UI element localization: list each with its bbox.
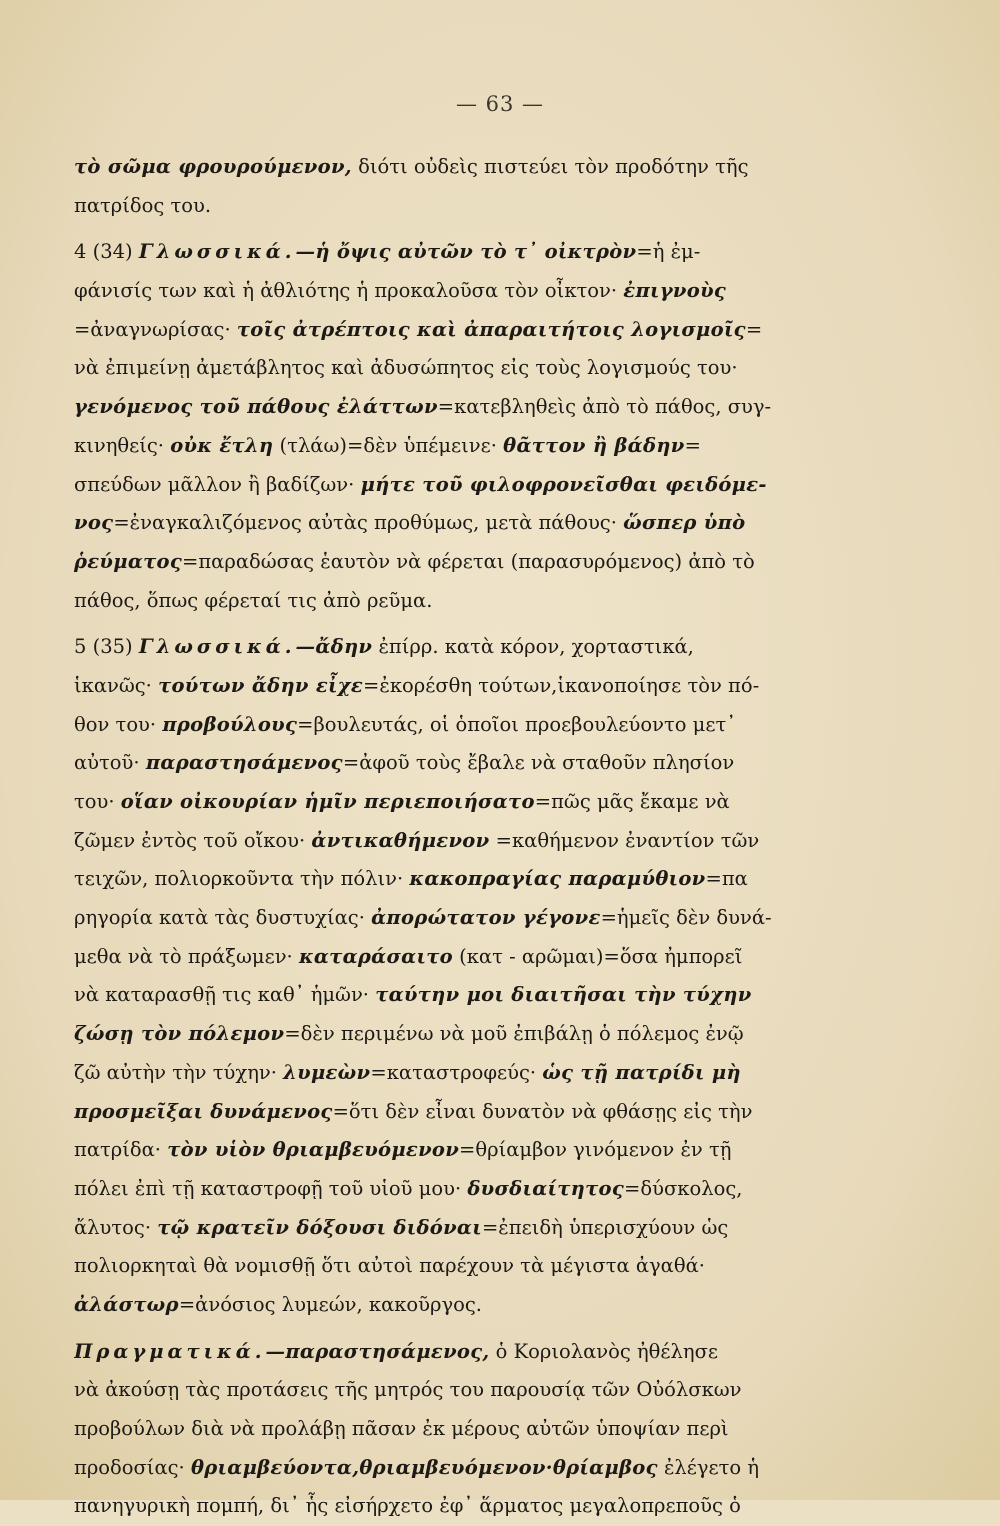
text-segment: κινηθείς·: [74, 433, 171, 457]
text-line: [74, 667, 934, 706]
text-line: [74, 427, 934, 466]
text-segment: =: [745, 317, 763, 341]
bold-term: θᾶττον ἢ βάδην: [503, 433, 685, 457]
paragraph-gap: [74, 620, 934, 628]
bold-term: δυσδιαίτητος: [467, 1176, 625, 1200]
text-line: [74, 628, 934, 667]
text-segment: ἐπίρρ. κατὰ κόρον, χορταστικά,: [372, 635, 694, 659]
text-line: [74, 1054, 934, 1093]
bold-term: τὸν υἱὸν θριαμβευόμενον: [167, 1138, 460, 1162]
bold-term: Γλωσσικά.: [138, 635, 296, 659]
text-line: [74, 233, 934, 272]
text-line: [74, 466, 934, 505]
text-segment: =βουλευτάς, οἱ ὁποῖοι προεβουλεύοντο μετ᾽: [297, 712, 736, 736]
text-line: [74, 860, 934, 899]
text-segment: =ἀφοῦ τοὺς ἔβαλε νὰ σταθοῦν πλησίον: [342, 751, 735, 775]
text-line: [74, 148, 934, 187]
text-line: [74, 1487, 934, 1526]
text-line: [74, 783, 934, 822]
bold-term: —ἄδην: [295, 635, 373, 659]
bold-term: τῷ κρατεῖν δόξουσι διδόναι: [157, 1215, 482, 1239]
text-line: [74, 1170, 934, 1209]
text-line: [74, 899, 934, 938]
bold-term: παραστησάμενος: [145, 751, 343, 775]
text-segment: =δύσκολος,: [624, 1176, 743, 1200]
text-segment: ἄλυτος·: [74, 1215, 158, 1239]
text-line: [74, 1371, 934, 1410]
text-line: [74, 311, 934, 350]
bold-term: τούτων ἄδην εἶχε: [158, 673, 364, 697]
text-segment: =παραδώσας ἑαυτὸν νὰ φέρεται (παρασυρόμενος) ἀπὸ τὸ: [182, 549, 755, 573]
text-line: [74, 1449, 934, 1488]
text-segment: ὁ Κοριολανὸς ἠθέλησε: [489, 1339, 718, 1363]
bold-term: ἀντικαθήμενον: [311, 828, 490, 852]
text-segment: =πα: [705, 867, 748, 891]
text-segment: πολιορκηταὶ θὰ νομισθῇ ὅτι αὐτοὶ παρέχουν τὰ μέγιστα ἀγαθά·: [74, 1254, 705, 1278]
text-segment: πατρίδος του.: [74, 193, 212, 217]
text-segment: νὰ ἀκούσῃ τὰς προτάσεις τῆς μητρός του παρουσίᾳ τῶν Οὐόλσκων: [74, 1378, 742, 1402]
bold-term: μήτε τοῦ φιλοφρονεῖσθαι φειδόμε-: [360, 472, 767, 496]
bold-term: προσμεῖξαι δυνάμενος: [74, 1099, 333, 1123]
bold-term: ἐπιγνοὺς: [623, 279, 727, 303]
bold-term: κακοπραγίας παραμύθιον: [409, 867, 706, 891]
text-line: [74, 822, 934, 861]
bold-term: οἵαν οἰκουρίαν ἡμῖν περιεποιήσατο: [120, 790, 535, 813]
text-segment: νὰ ἐπιμείνῃ ἀμετάβλητος καὶ ἀδυσώπητος εἰς τοὺς λογισμούς του·: [74, 356, 738, 380]
text-segment: σπεύδων μᾶλλον ἢ βαδίζων·: [74, 472, 361, 496]
text-segment: ρηγορία κατὰ τὰς δυστυχίας·: [74, 906, 372, 930]
bold-term: ἀπορώτατον γέγονε: [371, 906, 601, 930]
text-line: [74, 388, 934, 427]
text-line: [74, 272, 934, 311]
text-line: [74, 1286, 934, 1325]
bold-term: —παραστησάμενος,: [265, 1339, 490, 1363]
text-segment: αὐτοῦ·: [74, 751, 146, 775]
text-segment: =ἐπειδὴ ὑπερισχύουν ὡς: [481, 1215, 729, 1239]
text-segment: =: [684, 433, 701, 457]
text-line: [74, 744, 934, 783]
paragraph-gap: [74, 225, 934, 233]
text-segment: (κατ - αρῶμαι)=ὅσα ἠμπορεῖ: [452, 944, 743, 968]
text-line: [74, 1015, 934, 1054]
text-segment: θον του·: [74, 712, 163, 736]
text-line: [74, 582, 934, 621]
bold-term: λυμεὼν: [283, 1060, 371, 1084]
bold-term: ὡς τῇ πατρίδι μὴ: [542, 1060, 741, 1084]
text-segment: μεθα νὰ τὸ πράξωμεν·: [74, 944, 299, 968]
bold-term: Πραγματικά.: [74, 1339, 266, 1363]
bold-term: τοῖς ἀτρέπτοις καὶ ἀπαραιτήτοις λογισμοῖς: [236, 317, 746, 341]
text-segment: =ἡ ἐμ-: [636, 240, 701, 264]
text-segment: ἐλέγετο ἡ: [657, 1455, 760, 1479]
text-segment: πατρίδα·: [74, 1138, 168, 1162]
text-segment: ἱκανῶς·: [74, 673, 159, 697]
text-segment: νὰ καταρασθῇ τις καθ᾽ ἡμῶν·: [74, 983, 376, 1007]
text-line: [74, 1131, 934, 1170]
text-segment: του·: [74, 790, 121, 813]
text-line: [74, 1093, 934, 1132]
text-segment: =καταστροφεύς·: [370, 1060, 543, 1084]
page-number: — 63 —: [455, 92, 545, 116]
text-segment: =ἡμεῖς δὲν δυνά-: [600, 906, 772, 930]
text-segment: προδοσίας·: [74, 1455, 191, 1479]
text-segment: τειχῶν, πολιορκοῦντα τὴν πόλιν·: [74, 867, 410, 891]
text-line: [74, 1410, 934, 1449]
bold-term: Γλωσσικά.: [138, 240, 296, 264]
body-text: [74, 148, 934, 1526]
bold-term: ταύτην μοι διαιτῆσαι τὴν τύχην: [375, 983, 752, 1007]
bold-term: οὐκ ἔτλη: [170, 433, 274, 457]
paragraph-gap: [74, 1325, 934, 1333]
text-line: [74, 187, 934, 226]
text-segment: =ἀναγνωρίσας·: [74, 317, 237, 341]
text-segment: =πῶς μᾶς ἔκαμε νὰ: [534, 790, 730, 813]
bold-term: —ἡ ὄψις αὐτῶν τὸ τ᾽ οἰκτρὸν: [295, 240, 637, 264]
text-line: [74, 504, 934, 543]
text-segment: =ὅτι δὲν εἶναι δυνατὸν νὰ φθάσῃς εἰς τὴν: [332, 1099, 753, 1123]
text-segment: πάθος, ὅπως φέρεταί τις ἀπὸ ρεῦμα.: [74, 588, 433, 612]
bold-term: γενόμενος τοῦ πάθους ἐλάττων: [74, 395, 438, 419]
text-segment: =ἐκορέσθη τούτων,ἱκανοποίησε τὸν πό-: [363, 673, 760, 697]
text-line: [74, 543, 934, 582]
text-segment: διότι οὐδεὶς πιστεύει τὸν προδότην τῆς: [351, 155, 749, 178]
text-line: [74, 1333, 934, 1372]
text-line: [74, 349, 934, 388]
text-segment: ζῶ αὐτὴν τὴν τύχην·: [74, 1060, 284, 1084]
bold-term: ἀλάστωρ: [74, 1292, 179, 1316]
text-segment: 5 (35): [74, 635, 139, 659]
text-segment: =καθήμενον ἐναντίον τῶν: [489, 828, 760, 852]
text-segment: πόλει ἐπὶ τῇ καταστροφῇ τοῦ υἱοῦ μου·: [74, 1176, 468, 1200]
bold-term: ῥεύματος: [74, 549, 183, 573]
text-segment: φάνισίς των καὶ ἡ ἀθλιότης ἡ προκαλοῦσα τὸν οἶκτον·: [74, 279, 624, 303]
text-segment: προβούλων διὰ νὰ προλάβῃ πᾶσαν ἐκ μέρους αὐτῶν ὑποψίαν περὶ: [74, 1417, 729, 1440]
text-segment: =ἐναγκαλιζόμενος αὐτὰς προθύμως, μετὰ πάθους·: [113, 511, 624, 535]
text-line: [74, 1209, 934, 1248]
text-segment: 4 (34): [74, 240, 139, 264]
text-line: [74, 976, 934, 1015]
text-segment: =δὲν περιμένω νὰ μοῦ ἐπιβάλῃ ὁ πόλεμος ἐνῷ: [284, 1022, 744, 1046]
bold-term: καταράσαιτο: [298, 944, 453, 968]
text-segment: =θρίαμβον γινόμενον ἐν τῇ: [459, 1138, 732, 1162]
bold-term: προβούλους: [162, 712, 298, 736]
text-segment: ζῶμεν ἐντὸς τοῦ οἴκου·: [74, 828, 312, 852]
text-line: [74, 706, 934, 745]
bold-term: ζώσῃ τὸν πόλεμον: [74, 1022, 285, 1046]
bold-term: τὸ σῶμα φρουρούμενον,: [74, 155, 352, 178]
text-segment: =ἀνόσιος λυμεών, κακοῦργος.: [178, 1292, 483, 1316]
text-line: [74, 1247, 934, 1286]
text-segment: (τλάω)=δὲν ὑπέμεινε·: [273, 433, 504, 457]
bold-term: νος: [74, 511, 114, 535]
text-segment: πανηγυρικὴ πομπή, δι᾽ ἧς εἰσήρχετο ἐφ᾽ ἅρματος μεγαλοπρεποῦς ὁ: [74, 1494, 741, 1518]
text-segment: =κατεβληθεὶς ἀπὸ τὸ πάθος, συγ-: [437, 395, 772, 419]
bold-term: θριαμβεύοντα,θριαμβευόμενον·θρίαμβος: [190, 1455, 658, 1479]
bold-term: ὥσπερ ὑπὸ: [623, 511, 746, 535]
text-line: [74, 938, 934, 977]
